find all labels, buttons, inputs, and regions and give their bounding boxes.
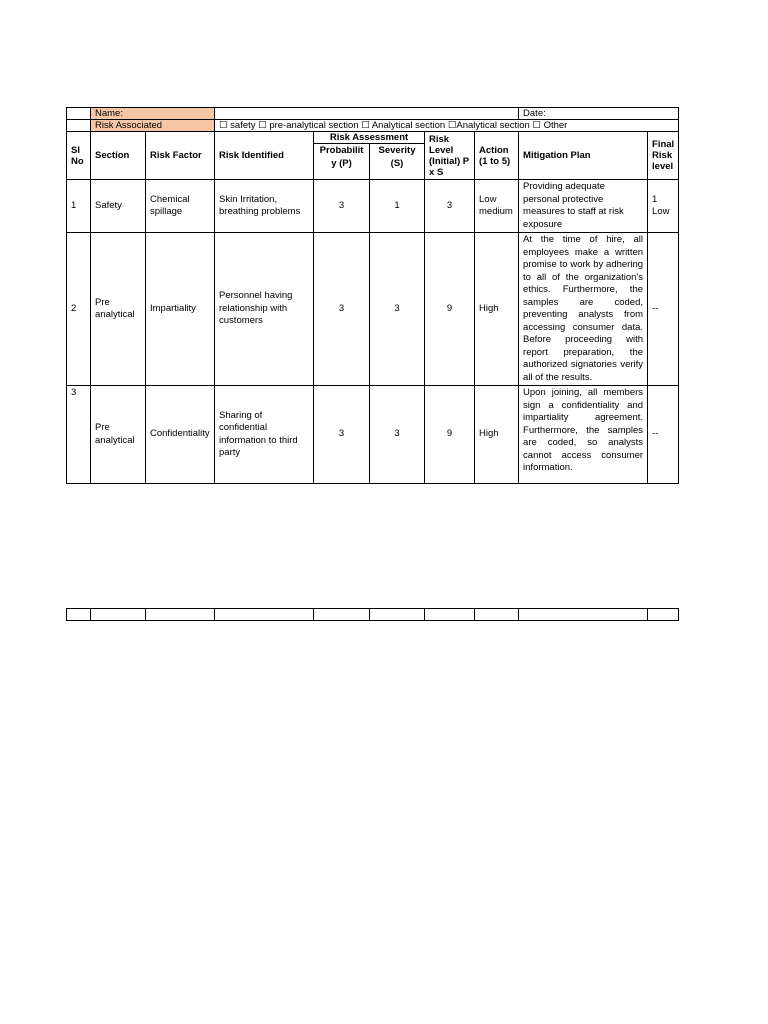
- header-risk-factor: Risk Factor: [146, 132, 215, 180]
- table-row: [67, 386, 679, 484]
- header-severity: Severity (S): [370, 144, 425, 180]
- risk-factor-cell: Impartiality: [146, 233, 215, 386]
- section-cell: Safety: [91, 180, 146, 233]
- header-sl-no: Sl No: [67, 132, 91, 180]
- header-row-top: [67, 132, 679, 144]
- risk-identified-cell: Personnel having relationship with customers: [215, 233, 314, 386]
- risk-level-cell: 9: [425, 233, 475, 386]
- date-field[interactable]: Date:: [519, 108, 679, 120]
- empty-cell[interactable]: [648, 609, 679, 621]
- header-action: Action (1 to 5): [475, 132, 519, 180]
- severity-cell: 3: [370, 233, 425, 386]
- empty-row: [67, 609, 679, 621]
- risk-associated-label: Risk Associated: [91, 120, 215, 132]
- risk-associated-row: [67, 120, 679, 132]
- empty-cell[interactable]: [91, 609, 146, 621]
- action-cell: High: [475, 386, 519, 484]
- sl-no-cell: 1: [67, 180, 91, 233]
- mitigation-plan-cell: Providing adequate personal protective measures to staff at risk exposure: [519, 180, 648, 233]
- action-cell: Low medium: [475, 180, 519, 233]
- probability-cell: 3: [314, 386, 370, 484]
- mitigation-plan-cell: At the time of hire, all employees make a written promise to work by adhering to all of the organization's ethics. Furthermore, the samples are coded, preventing analysts from accessing consumer data. Before proceeding with report preparation, the authorized signatories verify all of the results.: [519, 233, 648, 386]
- blank-cell: [67, 120, 91, 132]
- name-label: Name:: [91, 108, 215, 120]
- risk-assessment-table: [66, 107, 679, 484]
- name-field[interactable]: [215, 108, 519, 120]
- action-cell: High: [475, 233, 519, 386]
- mitigation-plan-cell: Upon joining, all members sign a confidentiality and impartiality agreement. Furthermore, the samples are coded, so analysts cannot access consumer information.: [519, 386, 648, 484]
- empty-cell[interactable]: [475, 609, 519, 621]
- section-cell: Pre analytical: [91, 233, 146, 386]
- table-row: [67, 233, 679, 386]
- table-row: [67, 180, 679, 233]
- final-risk-level-cell: --: [648, 386, 679, 484]
- empty-cell[interactable]: [314, 609, 370, 621]
- risk-factor-cell: Chemical spillage: [146, 180, 215, 233]
- empty-cell[interactable]: [425, 609, 475, 621]
- name-row: [67, 108, 679, 120]
- empty-cell[interactable]: [519, 609, 648, 621]
- risk-level-cell: 9: [425, 386, 475, 484]
- risk-identified-cell: Sharing of confidential information to third party: [215, 386, 314, 484]
- sl-no-cell: 3: [67, 386, 91, 484]
- empty-row-table: [66, 608, 679, 621]
- severity-cell: 3: [370, 386, 425, 484]
- blank-cell: [67, 108, 91, 120]
- header-section: Section: [91, 132, 146, 180]
- probability-cell: 3: [314, 180, 370, 233]
- header-probability: Probabilit y (P): [314, 144, 370, 180]
- probability-cell: 3: [314, 233, 370, 386]
- header-risk-identified: Risk Identified: [215, 132, 314, 180]
- risk-level-cell: 3: [425, 180, 475, 233]
- empty-cell[interactable]: [67, 609, 91, 621]
- sl-no-cell: 2: [67, 233, 91, 386]
- empty-cell[interactable]: [146, 609, 215, 621]
- section-cell: Pre analytical: [91, 386, 146, 484]
- risk-identified-cell: Skin Irritation, breathing problems: [215, 180, 314, 233]
- header-risk-assessment: Risk Assessment: [314, 132, 425, 144]
- empty-cell[interactable]: [370, 609, 425, 621]
- header-risk-level: Risk Level (Initial) P x S: [425, 132, 475, 180]
- header-final-risk-level: Final Risk level: [648, 132, 679, 180]
- final-risk-level-cell: 1 Low: [648, 180, 679, 233]
- header-mitigation-plan: Mitigation Plan: [519, 132, 648, 180]
- final-risk-level-cell: --: [648, 233, 679, 386]
- severity-cell: 1: [370, 180, 425, 233]
- risk-options-checkboxes[interactable]: ☐ safety ☐ pre-analytical section ☐ Analytical section ☐Analytical section ☐ Other: [215, 120, 679, 132]
- risk-factor-cell: Confidentiality: [146, 386, 215, 484]
- empty-cell[interactable]: [215, 609, 314, 621]
